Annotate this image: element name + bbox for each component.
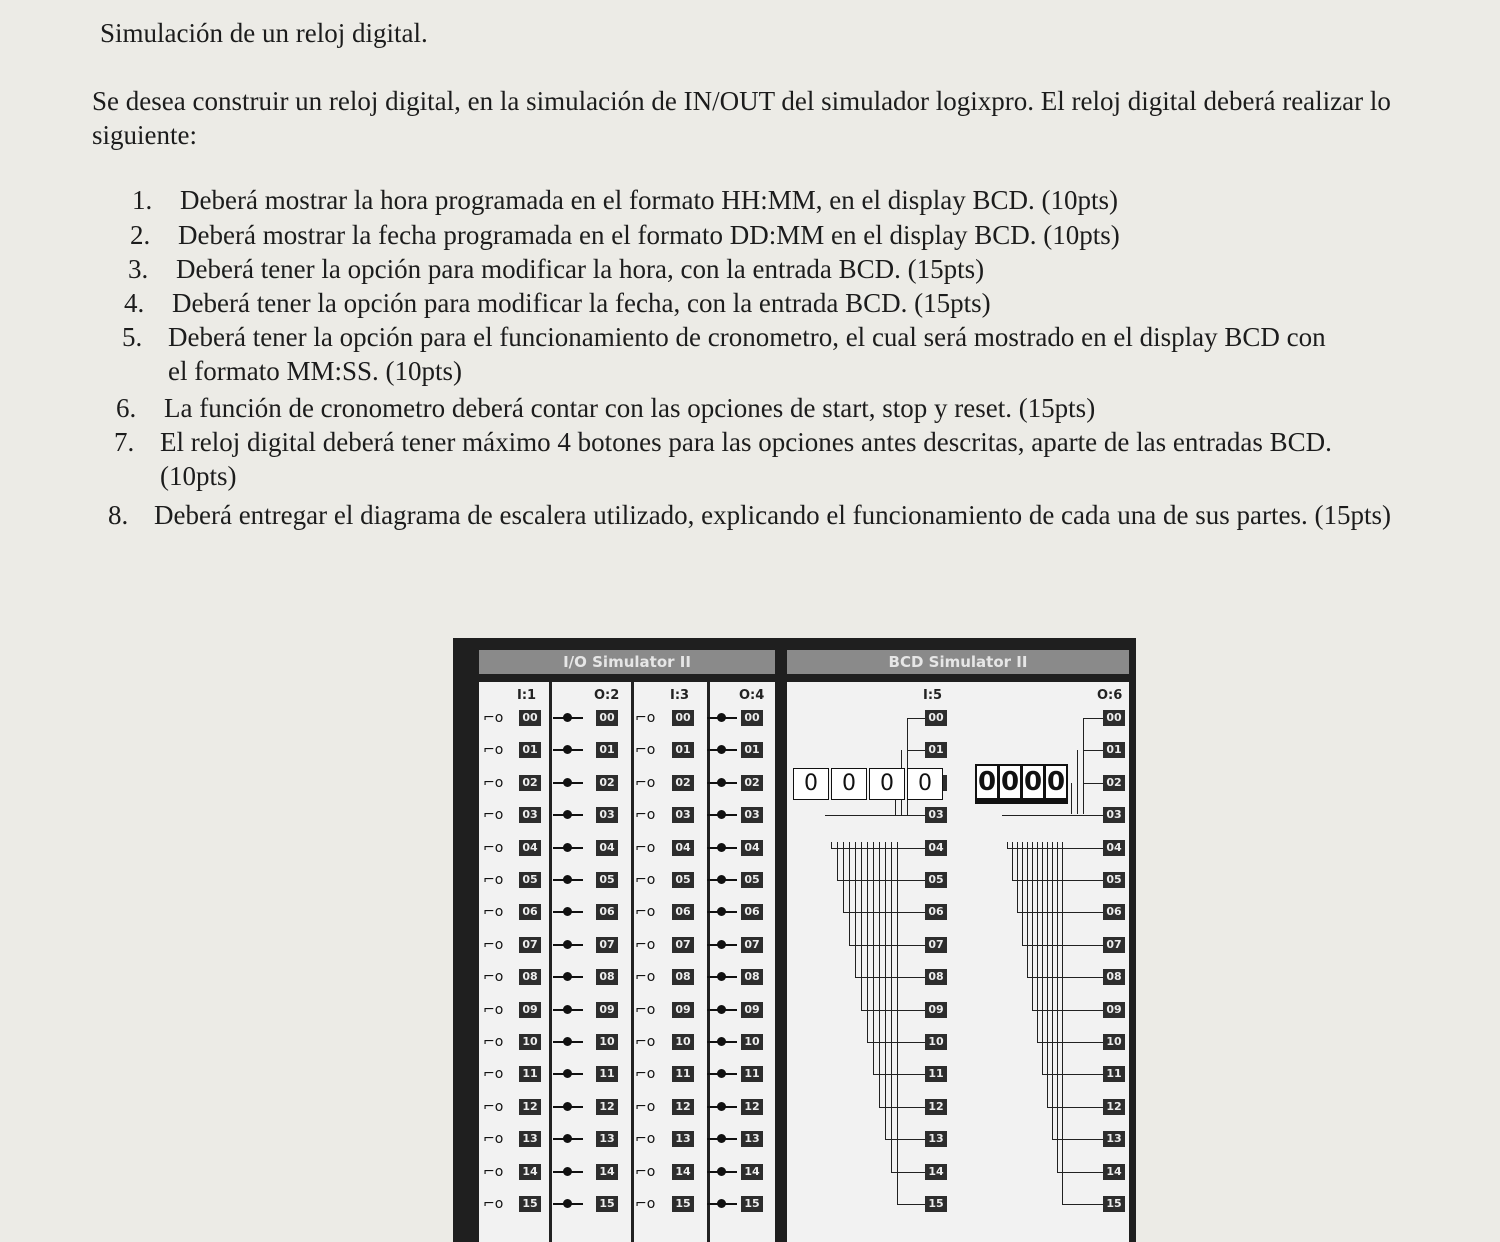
- bcd-wire: [1047, 842, 1048, 1107]
- bit-label[interactable]: 05: [672, 872, 694, 888]
- bit-label: 12: [741, 1099, 763, 1115]
- bit-label: 13: [1103, 1131, 1125, 1147]
- toggle-switch-icon[interactable]: ⌐o: [635, 969, 656, 986]
- toggle-switch-icon[interactable]: ⌐o: [635, 904, 656, 921]
- bit-label[interactable]: 15: [519, 1196, 541, 1212]
- toggle-switch-icon[interactable]: ⌐o: [483, 904, 504, 921]
- toggle-switch-icon[interactable]: ⌐o: [635, 872, 656, 888]
- bit-label[interactable]: 10: [519, 1034, 541, 1050]
- bit-label[interactable]: 05: [519, 872, 541, 888]
- bit-label: 01: [741, 742, 763, 758]
- bit-label: 03: [596, 807, 618, 823]
- bcd-wire: [1083, 718, 1103, 719]
- bit-label: 12: [1103, 1099, 1125, 1115]
- toggle-switch-icon[interactable]: ⌐o: [635, 1001, 656, 1018]
- toggle-switch-icon[interactable]: ⌐o: [483, 742, 504, 759]
- bit-label: 13: [741, 1131, 763, 1147]
- task-number: 4.: [124, 288, 145, 318]
- task-item: [130, 218, 1310, 252]
- bit-label[interactable]: 14: [925, 1164, 947, 1180]
- bcd-wire: [1032, 842, 1033, 1010]
- bcd-wire: [1037, 842, 1038, 1042]
- output-lamp-icon: [717, 972, 726, 981]
- output-lamp-icon: [717, 1199, 726, 1208]
- task-text: Deberá tener la opción para modificar la fecha, con la entrada BCD. (15pts): [172, 288, 991, 318]
- toggle-switch-icon[interactable]: ⌐o: [635, 1034, 656, 1050]
- bit-label: 08: [596, 969, 618, 985]
- output-lamp-icon: [563, 778, 572, 787]
- output-lamp-icon: [717, 843, 726, 852]
- bit-label[interactable]: 10: [925, 1034, 947, 1050]
- bit-label: 11: [596, 1066, 618, 1082]
- bit-label[interactable]: 00: [672, 710, 694, 726]
- bit-label[interactable]: 15: [925, 1196, 947, 1212]
- bit-label: 12: [596, 1099, 618, 1115]
- bcd-simulator-panel: [787, 682, 1129, 1242]
- toggle-switch-icon[interactable]: ⌐o: [483, 1066, 504, 1083]
- bit-label: 03: [741, 807, 763, 823]
- output-lamp-icon: [717, 1037, 726, 1046]
- output-lamp-icon: [717, 875, 726, 884]
- bit-label: 02: [596, 775, 618, 791]
- toggle-switch-icon[interactable]: ⌐o: [635, 1163, 656, 1180]
- toggle-switch-icon[interactable]: ⌐o: [635, 839, 656, 856]
- bit-label[interactable]: 12: [925, 1099, 947, 1115]
- task-number: 6.: [116, 393, 137, 423]
- output-lamp-icon: [717, 1102, 726, 1111]
- bcd-wire: [837, 842, 838, 880]
- bcd-wire: [1077, 750, 1078, 814]
- bcd-wire: [907, 750, 925, 751]
- bit-label: 14: [1103, 1164, 1125, 1180]
- bcd-wire: [1047, 1107, 1103, 1108]
- thumbwheel-digit[interactable]: 0: [831, 768, 867, 800]
- bit-label: 00: [741, 710, 763, 726]
- bit-label: 06: [596, 904, 618, 920]
- bcd-column-header: O:6: [1097, 688, 1123, 703]
- output-lamp-icon: [717, 1134, 726, 1143]
- toggle-switch-icon[interactable]: ⌐o: [635, 1196, 656, 1212]
- toggle-switch-icon[interactable]: ⌐o: [635, 774, 656, 791]
- bit-label[interactable]: 13: [672, 1131, 694, 1147]
- toggle-switch-icon[interactable]: ⌐o: [483, 872, 504, 888]
- bit-label: 08: [741, 969, 763, 985]
- output-lamp-icon: [563, 972, 572, 981]
- output-lamp-icon: [563, 907, 572, 916]
- toggle-switch-icon[interactable]: ⌐o: [483, 807, 504, 824]
- bit-label[interactable]: 04: [519, 840, 541, 856]
- bit-label[interactable]: 08: [925, 969, 947, 985]
- bit-label[interactable]: 07: [519, 937, 541, 953]
- bit-label: 07: [741, 937, 763, 953]
- bit-label[interactable]: 11: [519, 1066, 541, 1082]
- bcd-wire: [1057, 842, 1058, 1172]
- bit-label[interactable]: 03: [925, 807, 947, 823]
- bit-label[interactable]: 04: [925, 840, 947, 856]
- simulator-screenshot: [453, 638, 1136, 1242]
- output-lamp-icon: [717, 1069, 726, 1078]
- bit-label: 09: [1103, 1002, 1125, 1018]
- bcd-simulator-title: BCD Simulator II: [787, 650, 1129, 674]
- bit-label[interactable]: 14: [672, 1164, 694, 1180]
- bcd-wire: [1083, 718, 1084, 814]
- bcd-wire: [907, 718, 908, 816]
- bit-label[interactable]: 09: [672, 1002, 694, 1018]
- bit-label: 15: [741, 1196, 763, 1212]
- bit-label: 00: [596, 710, 618, 726]
- bit-label: 07: [1103, 937, 1125, 953]
- task-item: [114, 425, 1404, 493]
- output-lamp-icon: [717, 778, 726, 787]
- bit-label[interactable]: 11: [925, 1066, 947, 1082]
- output-lamp-icon: [717, 940, 726, 949]
- bcd-column-header: I:5: [923, 688, 943, 703]
- bit-label: 11: [1103, 1066, 1125, 1082]
- task-number: 8.: [108, 500, 129, 530]
- output-lamp-icon: [717, 810, 726, 819]
- bcd-wire: [1062, 1204, 1103, 1205]
- bit-label[interactable]: 03: [672, 807, 694, 823]
- output-lamp-icon: [563, 1199, 572, 1208]
- bit-label[interactable]: 01: [519, 742, 541, 758]
- task-number: 7.: [114, 427, 135, 457]
- toggle-switch-icon[interactable]: ⌐o: [483, 969, 504, 986]
- toggle-switch-icon[interactable]: ⌐o: [635, 1098, 656, 1115]
- bit-label[interactable]: 08: [519, 969, 541, 985]
- task-number: 1.: [132, 185, 153, 215]
- task-item: [128, 252, 1308, 286]
- toggle-switch-icon[interactable]: ⌐o: [483, 1098, 504, 1115]
- task-item: [124, 286, 1304, 320]
- bit-label: 08: [1103, 969, 1125, 985]
- bit-label[interactable]: 12: [672, 1099, 694, 1115]
- bcd-output-display: [975, 764, 1068, 804]
- bit-label[interactable]: 05: [925, 872, 947, 888]
- bcd-wire: [861, 1010, 925, 1011]
- task-text: El reloj digital deberá tener máximo 4 botones para las opciones antes descritas, aparte de las entradas BCD. (10pts): [160, 427, 1332, 491]
- bit-label: 10: [596, 1034, 618, 1050]
- io-column-header: I:1: [517, 688, 537, 703]
- document-title: Simulación de un reloj digital.: [100, 18, 428, 48]
- bcd-wire: [867, 842, 868, 1042]
- task-item: [108, 498, 1408, 532]
- output-lamp-icon: [717, 907, 726, 916]
- bcd-wire: [837, 880, 925, 881]
- bit-label: 10: [741, 1034, 763, 1050]
- column-divider: [631, 682, 634, 1242]
- bit-label: 02: [1103, 775, 1125, 791]
- bcd-wire: [907, 718, 925, 719]
- bit-label: 03: [1103, 807, 1125, 823]
- bcd-wire: [831, 848, 925, 849]
- bit-label: 05: [1103, 872, 1125, 888]
- toggle-switch-icon[interactable]: ⌐o: [635, 807, 656, 824]
- io-column-header: O:2: [594, 688, 620, 703]
- toggle-switch-icon[interactable]: ⌐o: [483, 1163, 504, 1180]
- bit-label: 11: [741, 1066, 763, 1082]
- bcd-wire: [885, 842, 886, 1139]
- task-text: Deberá entregar el diagrama de escalera utilizado, explicando el funcionamiento de cada una de sus partes. (15pts): [154, 500, 1391, 530]
- bcd-wire: [1012, 842, 1013, 880]
- bit-label[interactable]: 12: [519, 1099, 541, 1115]
- toggle-switch-icon[interactable]: ⌐o: [635, 1066, 656, 1083]
- thumbwheel-digit[interactable]: 0: [907, 768, 943, 800]
- io-column-header: I:3: [670, 688, 690, 703]
- output-lamp-icon: [717, 1167, 726, 1176]
- bcd-wire: [867, 1042, 925, 1043]
- bcd-wire: [897, 1204, 925, 1205]
- output-lamp-icon: [563, 1005, 572, 1014]
- bcd-wire: [1057, 1172, 1103, 1173]
- bcd-wire: [1071, 783, 1072, 814]
- bcd-wire: [1052, 842, 1053, 1139]
- bcd-wire: [1017, 842, 1018, 912]
- task-number: 5.: [122, 322, 143, 352]
- bcd-wire: [1042, 842, 1043, 1074]
- bit-label: 05: [741, 872, 763, 888]
- bit-label[interactable]: 02: [519, 775, 541, 791]
- bcd-wire: [1083, 750, 1103, 751]
- output-lamp-icon: [563, 875, 572, 884]
- bcd-wire: [861, 842, 862, 1010]
- output-lamp-icon: [563, 1167, 572, 1176]
- output-lamp-icon: [717, 1005, 726, 1014]
- bcd-wire: [1027, 977, 1103, 978]
- toggle-switch-icon[interactable]: ⌐o: [483, 710, 504, 726]
- bcd-wire: [849, 842, 850, 945]
- output-lamp-icon: [563, 940, 572, 949]
- toggle-switch-icon[interactable]: ⌐o: [483, 936, 504, 953]
- toggle-switch-icon[interactable]: ⌐o: [483, 1034, 504, 1050]
- display-digit: 0: [977, 767, 997, 797]
- output-lamp-icon: [717, 745, 726, 754]
- toggle-switch-icon[interactable]: ⌐o: [483, 774, 504, 791]
- task-number: 2.: [130, 220, 151, 250]
- bit-label[interactable]: 06: [925, 904, 947, 920]
- toggle-switch-icon[interactable]: ⌐o: [483, 1131, 504, 1148]
- display-digit: 0: [1000, 767, 1020, 797]
- bcd-input-thumbwheel[interactable]: [793, 768, 943, 798]
- bit-label[interactable]: 11: [672, 1066, 694, 1082]
- task-item: [132, 183, 1312, 217]
- bit-label: 00: [1103, 710, 1125, 726]
- bit-label[interactable]: 01: [925, 742, 947, 758]
- column-divider: [549, 682, 552, 1242]
- bcd-wire: [1083, 783, 1103, 784]
- bit-label: 06: [741, 904, 763, 920]
- bit-label[interactable]: 04: [672, 840, 694, 856]
- task-item: [122, 320, 1342, 388]
- bit-label[interactable]: 14: [519, 1164, 541, 1180]
- bit-label: 13: [596, 1131, 618, 1147]
- bit-label: 15: [596, 1196, 618, 1212]
- bcd-wire: [897, 842, 898, 1204]
- bit-label[interactable]: 08: [672, 969, 694, 985]
- bit-label: 09: [596, 1002, 618, 1018]
- io-simulator-panel: [479, 682, 775, 1242]
- bit-label[interactable]: 09: [925, 1002, 947, 1018]
- toggle-switch-icon[interactable]: ⌐o: [483, 1001, 504, 1018]
- task-text: La función de cronometro deberá contar con las opciones de start, stop y reset. (15pts): [164, 393, 1096, 423]
- toggle-switch-icon[interactable]: ⌐o: [635, 710, 656, 726]
- bcd-wire: [1007, 842, 1008, 848]
- bit-label[interactable]: 06: [519, 904, 541, 920]
- task-text: Deberá mostrar la hora programada en el formato HH:MM, en el display BCD. (10pts): [180, 185, 1118, 215]
- bit-label: 04: [741, 840, 763, 856]
- bcd-wire: [1002, 815, 1103, 816]
- bit-label: 14: [596, 1164, 618, 1180]
- bcd-wire: [1027, 842, 1028, 977]
- output-lamp-icon: [563, 1037, 572, 1046]
- bit-label: 04: [596, 840, 618, 856]
- bit-label[interactable]: 09: [519, 1002, 541, 1018]
- bcd-wire: [843, 842, 844, 912]
- bit-label: 05: [596, 872, 618, 888]
- io-column-header: O:4: [739, 688, 765, 703]
- toggle-switch-icon[interactable]: ⌐o: [483, 839, 504, 856]
- intro-paragraph: Se desea construir un reloj digital, en la simulación de IN/OUT del simulador logixpro. El reloj digital deberá realizar lo siguiente:: [92, 86, 1391, 150]
- bit-label: 02: [741, 775, 763, 791]
- output-lamp-icon: [563, 1069, 572, 1078]
- toggle-switch-icon[interactable]: ⌐o: [483, 1196, 504, 1212]
- bit-label: 01: [1103, 742, 1125, 758]
- bcd-wire: [1062, 842, 1063, 1204]
- io-simulator-title: I/O Simulator II: [479, 650, 775, 674]
- column-divider: [707, 682, 710, 1242]
- task-item: [116, 391, 1316, 425]
- bcd-wire: [873, 1074, 925, 1075]
- output-lamp-icon: [563, 843, 572, 852]
- task-text: Deberá tener la opción para el funcionamiento de cronometro, el cual será mostrado en el display BCD con el formato MM:SS. (10pts): [168, 322, 1326, 386]
- bit-label: 10: [1103, 1034, 1125, 1050]
- thumbwheel-digit[interactable]: 0: [869, 768, 905, 800]
- bit-label: 07: [596, 937, 618, 953]
- bit-label[interactable]: 13: [519, 1131, 541, 1147]
- bit-label: 15: [1103, 1196, 1125, 1212]
- bcd-wire: [879, 842, 880, 1107]
- display-digit: 0: [1046, 767, 1066, 797]
- bit-label[interactable]: 00: [925, 710, 947, 726]
- bit-label: 01: [596, 742, 618, 758]
- bcd-wire: [831, 842, 832, 848]
- output-lamp-icon: [563, 745, 572, 754]
- bit-label[interactable]: 02: [672, 775, 694, 791]
- bit-label[interactable]: 07: [925, 937, 947, 953]
- bit-label[interactable]: 07: [672, 937, 694, 953]
- bcd-wire: [891, 842, 892, 1172]
- output-lamp-icon: [563, 713, 572, 722]
- task-number: 3.: [128, 254, 149, 284]
- bcd-wire: [873, 842, 874, 1074]
- toggle-switch-icon[interactable]: ⌐o: [635, 1131, 656, 1148]
- bit-label[interactable]: 00: [519, 710, 541, 726]
- bcd-wire: [1052, 1139, 1103, 1140]
- output-lamp-icon: [563, 1102, 572, 1111]
- bcd-wire: [825, 815, 925, 816]
- bcd-wire: [1017, 912, 1103, 913]
- bcd-wire: [1022, 842, 1023, 945]
- output-lamp-icon: [717, 713, 726, 722]
- bit-label[interactable]: 03: [519, 807, 541, 823]
- bit-label: 06: [1103, 904, 1125, 920]
- bcd-wire: [855, 842, 856, 977]
- bit-label[interactable]: 06: [672, 904, 694, 920]
- bit-label[interactable]: 10: [672, 1034, 694, 1050]
- output-lamp-icon: [563, 810, 572, 819]
- task-text: Deberá mostrar la fecha programada en el formato DD:MM en el display BCD. (10pts): [178, 220, 1120, 250]
- bit-label[interactable]: 01: [672, 742, 694, 758]
- toggle-switch-icon[interactable]: ⌐o: [635, 742, 656, 759]
- thumbwheel-digit[interactable]: 0: [793, 768, 829, 800]
- bit-label[interactable]: 13: [925, 1131, 947, 1147]
- display-digit: 0: [1023, 767, 1043, 797]
- toggle-switch-icon[interactable]: ⌐o: [635, 936, 656, 953]
- task-text: Deberá tener la opción para modificar la hora, con la entrada BCD. (15pts): [176, 254, 985, 284]
- output-lamp-icon: [563, 1134, 572, 1143]
- bit-label: 14: [741, 1164, 763, 1180]
- bit-label: 04: [1103, 840, 1125, 856]
- bcd-wire: [855, 977, 925, 978]
- bit-label[interactable]: 15: [672, 1196, 694, 1212]
- bit-label: 09: [741, 1002, 763, 1018]
